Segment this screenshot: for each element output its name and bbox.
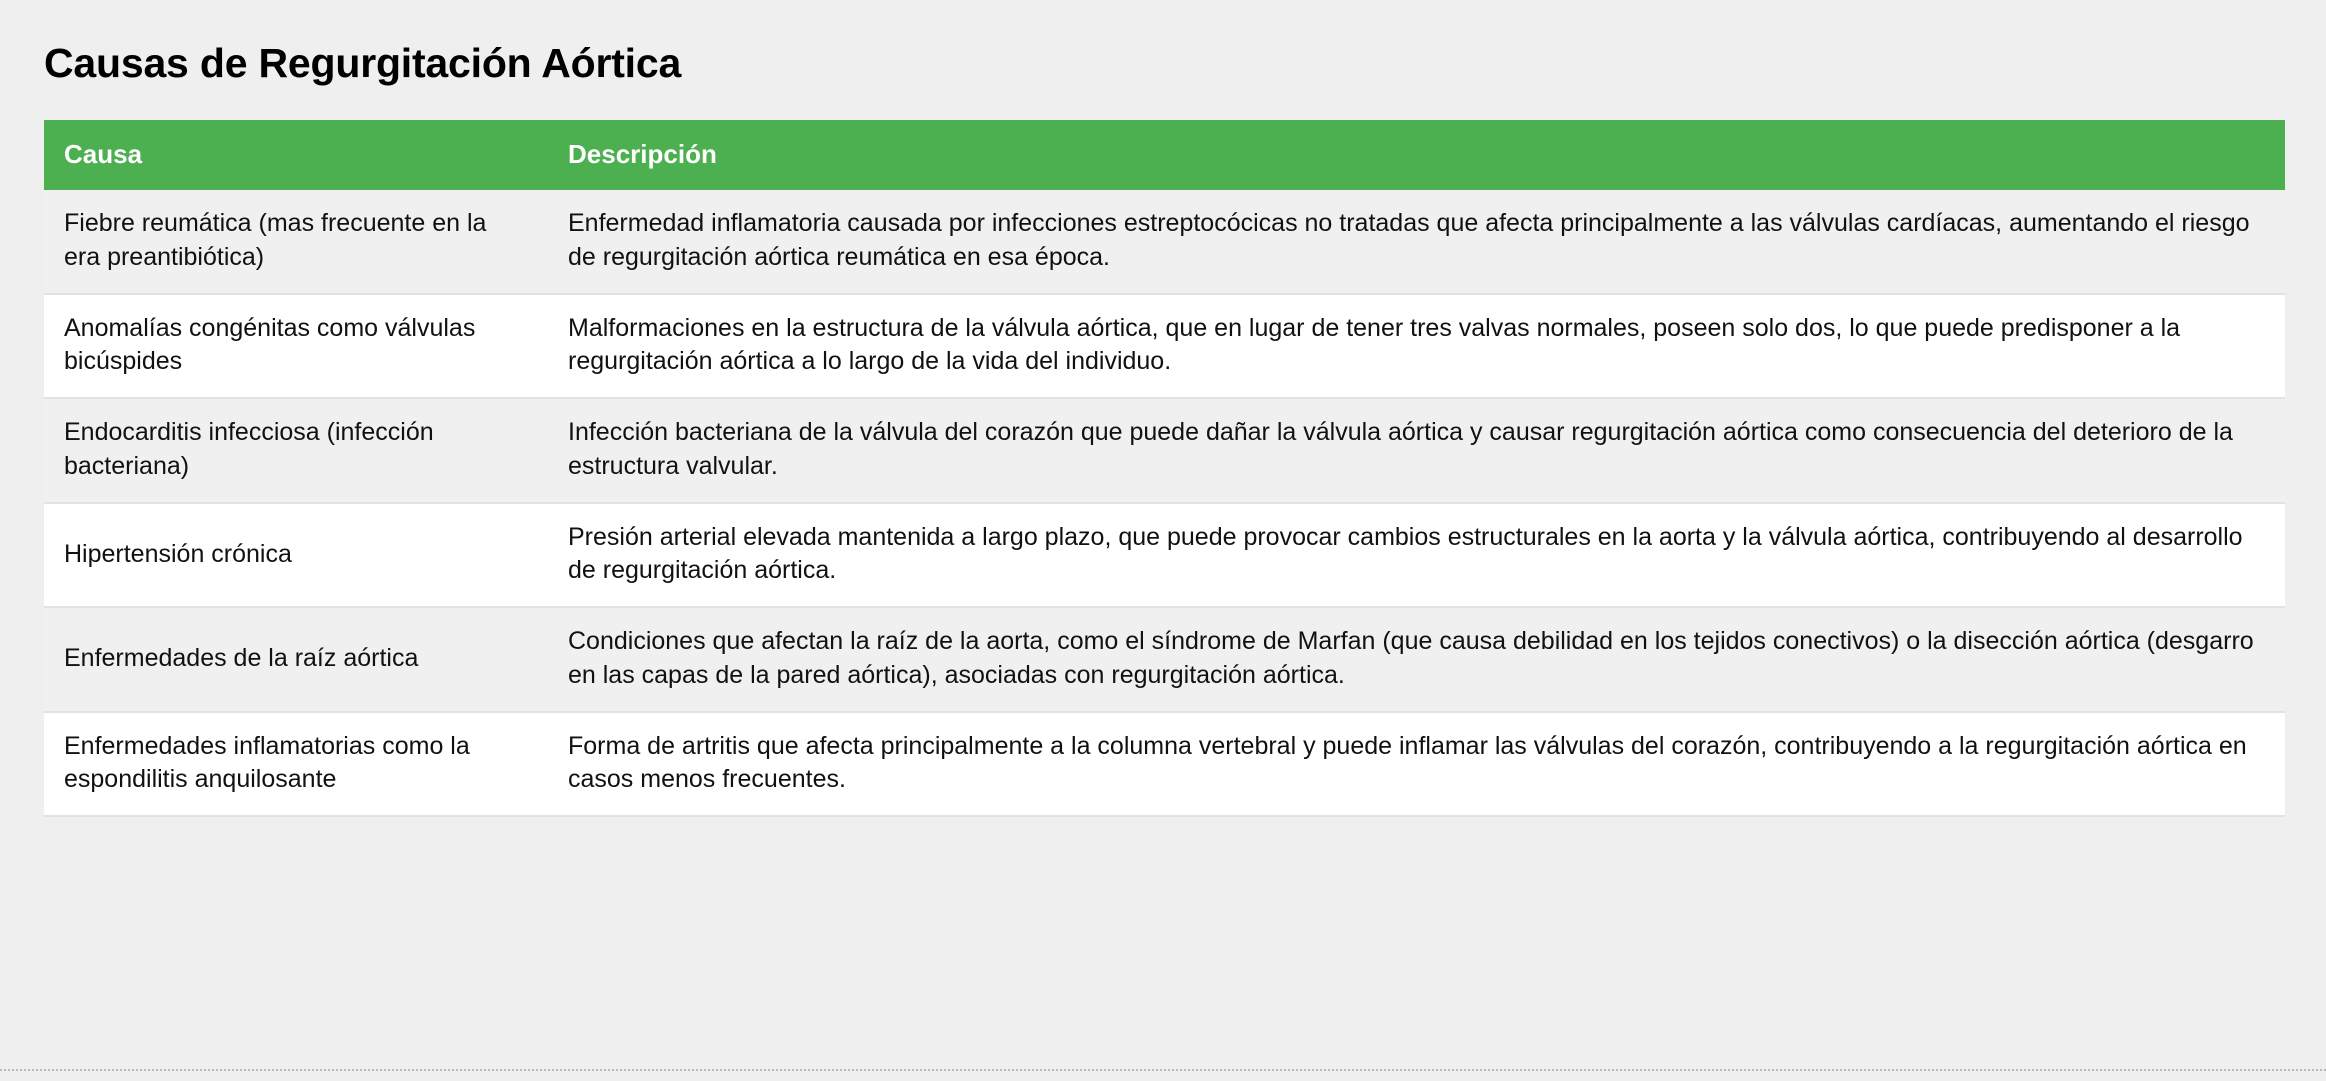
table-row [44,398,2285,503]
page-bottom-divider [0,1069,2326,1071]
table-row [44,503,2285,608]
cell-description: Condiciones que afectan la raíz de la aorta, como el síndrome de Marfan (que causa debilidad en los tejidos conectivos) o la disección aórtica (desgarro en las capas de la pared aórtica), asociadas con regurgitación aórtica. [544,607,2285,712]
cell-cause: Endocarditis infecciosa (infección bacteriana) [44,398,544,503]
table-row [44,190,2285,294]
cell-description: Presión arterial elevada mantenida a largo plazo, que puede provocar cambios estructurales en la aorta y la válvula aórtica, contribuyendo al desarrollo de regurgitación aórtica. [544,503,2285,608]
cell-cause: Hipertensión crónica [44,503,544,608]
cell-description: Malformaciones en la estructura de la válvula aórtica, que en lugar de tener tres valvas normales, poseen solo dos, lo que puede predisponer a la regurgitación aórtica a lo largo de la vida del individuo. [544,294,2285,399]
page-title: Causas de Regurgitación Aórtica [44,40,682,87]
causes-table [44,120,2285,817]
cell-cause: Anomalías congénitas como válvulas bicúspides [44,294,544,399]
cell-description: Forma de artritis que afecta principalmente a la columna vertebral y puede inflamar las válvulas del corazón, contribuyendo a la regurgitación aórtica en casos menos frecuentes. [544,712,2285,817]
table-row [44,607,2285,712]
table-body [44,190,2285,816]
cell-description: Infección bacteriana de la válvula del corazón que puede dañar la válvula aórtica y causar regurgitación aórtica como consecuencia del deterioro de la estructura valvular. [544,398,2285,503]
cell-cause: Fiebre reumática (mas frecuente en la era preantibiótica) [44,190,544,294]
column-header-cause: Causa [44,120,544,190]
cell-cause: Enfermedades de la raíz aórtica [44,607,544,712]
causes-table-container [44,120,2285,817]
cell-cause: Enfermedades inflamatorias como la espondilitis anquilosante [44,712,544,817]
table-header [44,120,2285,190]
table-row [44,712,2285,817]
table-row [44,294,2285,399]
table-header-row [44,120,2285,190]
column-header-description: Descripción [544,120,2285,190]
cell-description: Enfermedad inflamatoria causada por infecciones estreptocócicas no tratadas que afecta principalmente a las válvulas cardíacas, aumentando el riesgo de regurgitación aórtica reumática en esa época. [544,190,2285,294]
